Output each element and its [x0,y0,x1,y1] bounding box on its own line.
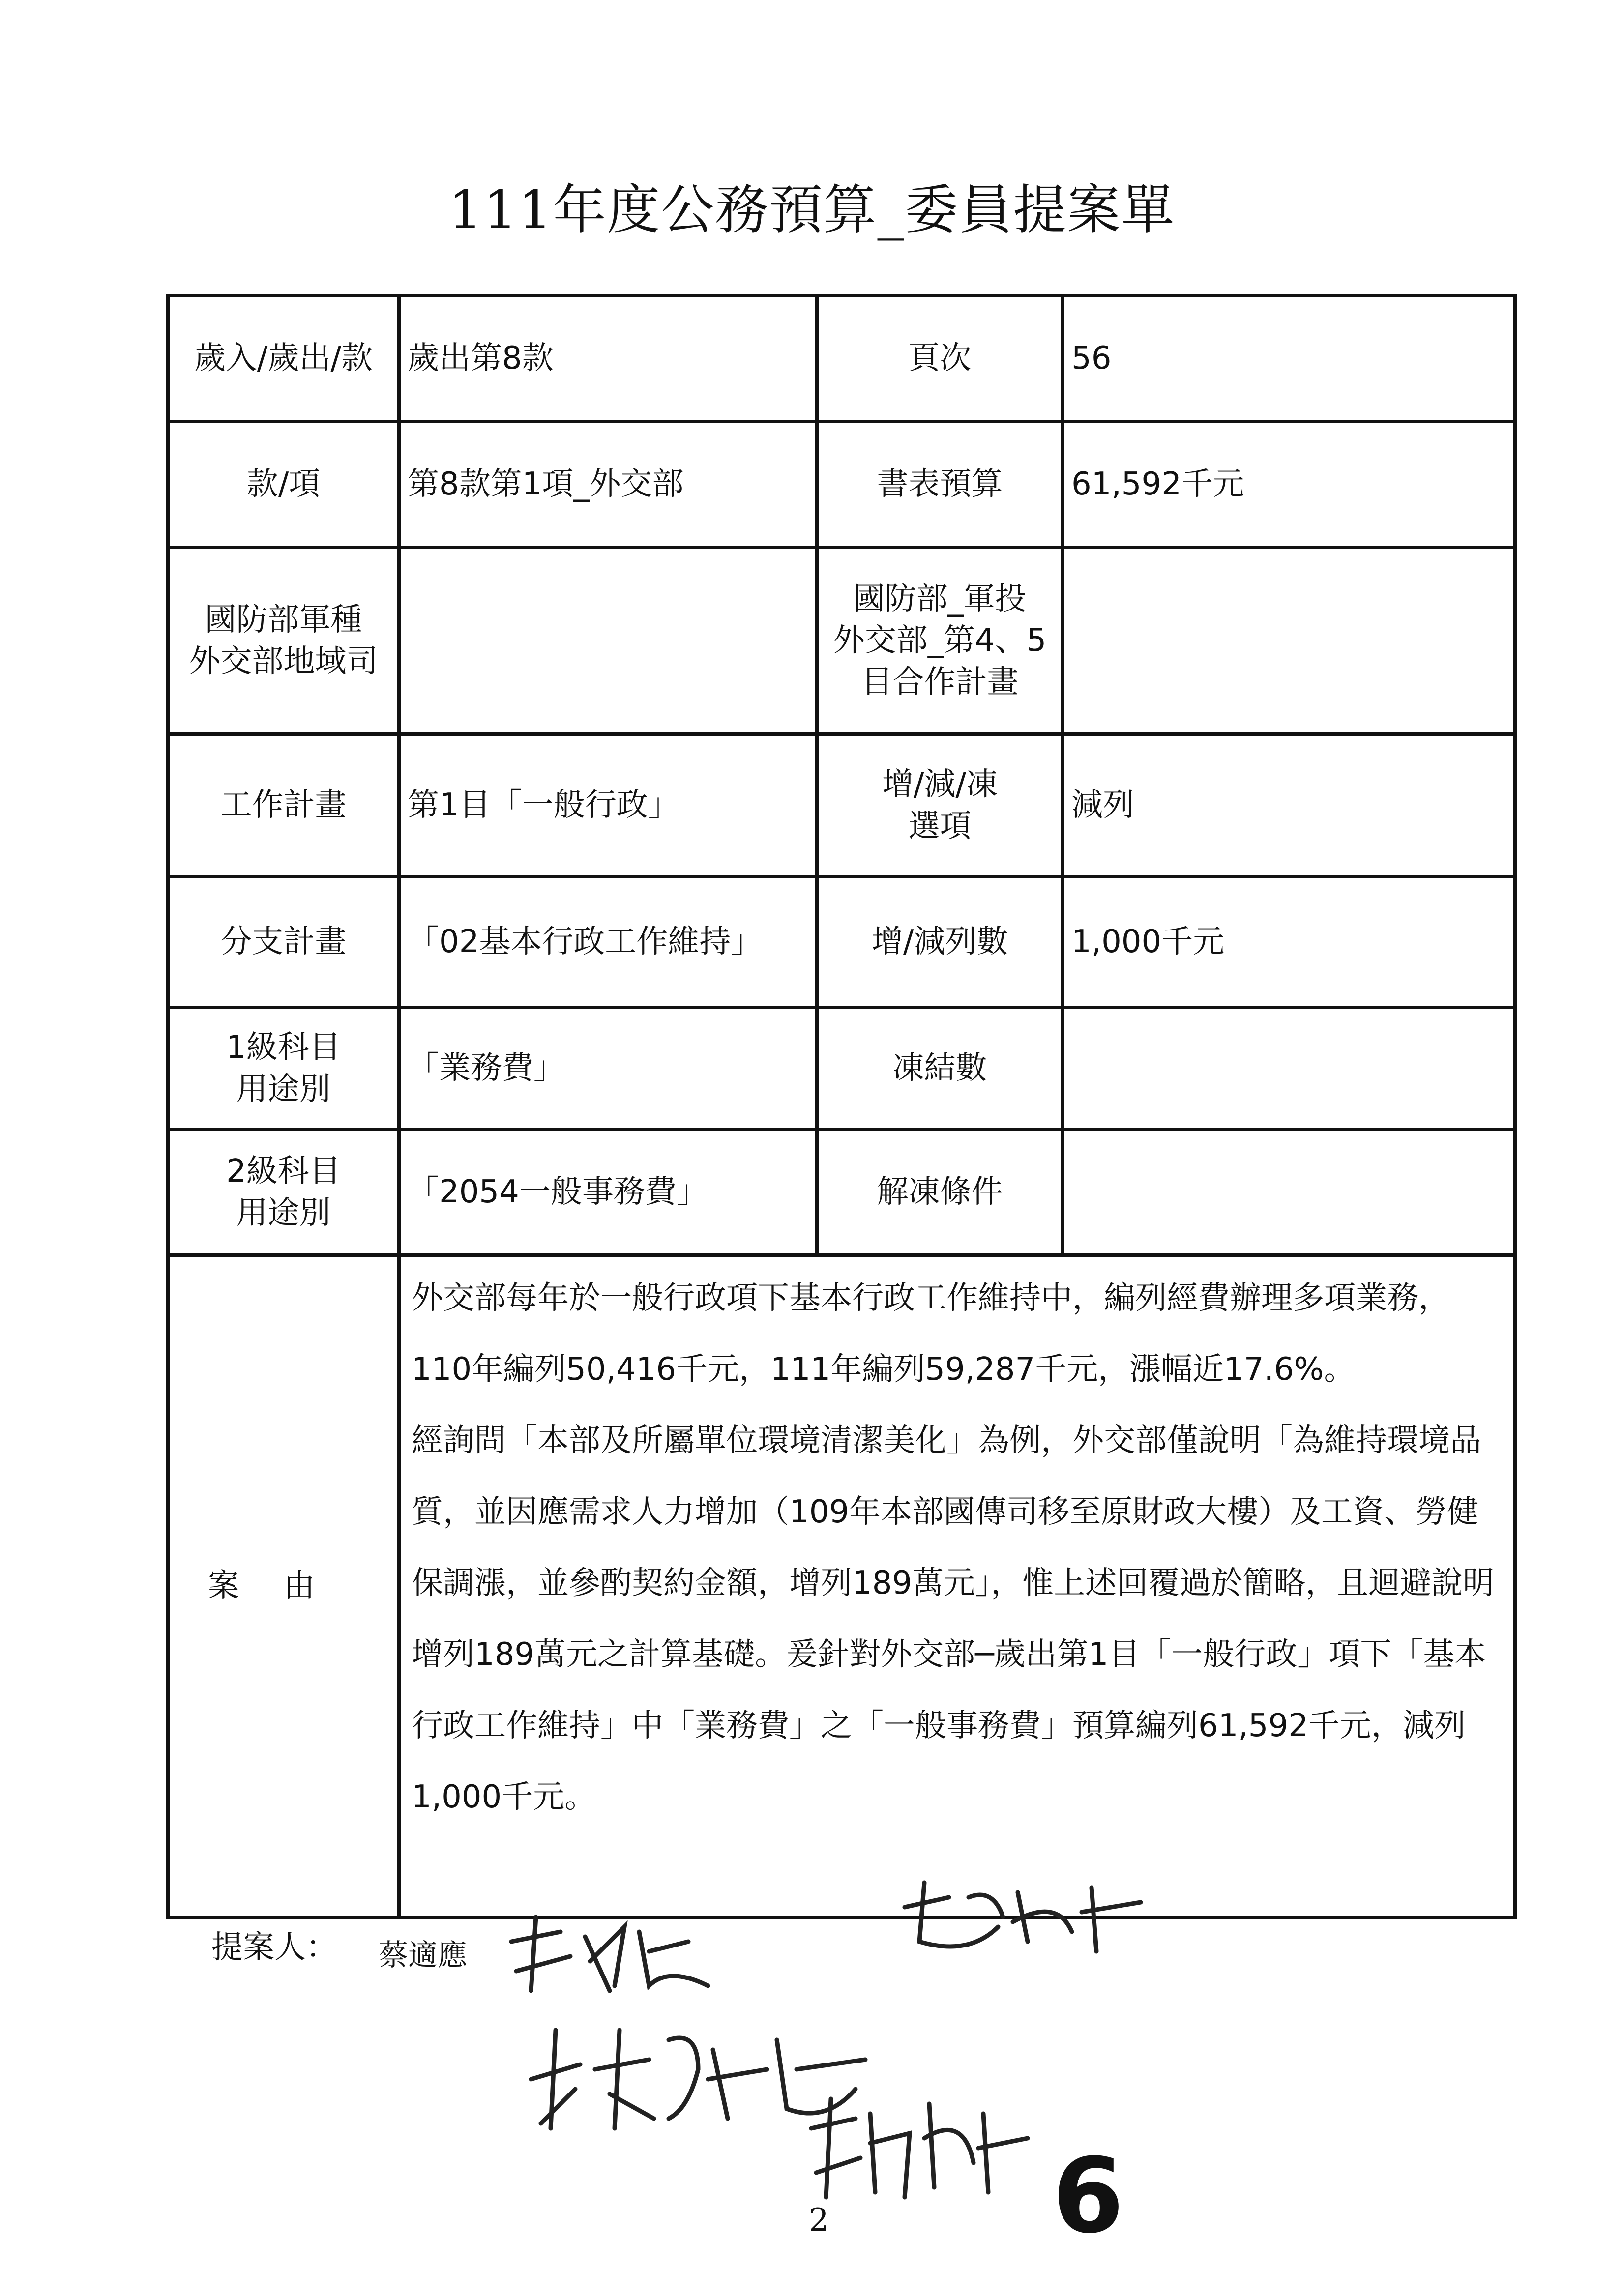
table-row [168,548,1515,734]
field-label: 增/減列數 [817,877,1063,1008]
field-value [1063,548,1515,734]
signature-1 [502,1907,728,2005]
field-value: 「2054一般事務費」 [399,1130,817,1255]
field-value: 1,000千元 [1063,877,1515,1008]
field-label: 1級科目 用途別 [168,1008,399,1130]
field-label: 凍結數 [817,1008,1063,1130]
field-label: 分支計畫 [168,877,399,1008]
field-label: 工作計畫 [168,734,399,877]
field-label: 頁次 [817,296,1063,422]
field-label: 2級科目 用途別 [168,1130,399,1255]
field-value: 「02基本行政工作維持」 [399,877,817,1008]
table-row [168,1008,1515,1130]
table-row [168,1130,1515,1255]
table-row [168,877,1515,1008]
handwritten-number: 6 [1052,2136,1124,2256]
table-row-reason [168,1255,1515,1918]
field-label: 解凍條件 [817,1130,1063,1255]
field-value: 61,592千元 [1063,422,1515,548]
field-value: 56 [1063,296,1515,422]
field-label: 國防部_軍投 外交部_第4、5 目合作計畫 [817,548,1063,734]
field-value: 歲出第8款 [399,296,817,422]
signature-2 [895,1868,1151,1966]
field-label: 國防部軍種 外交部地域司 [168,548,399,734]
field-label: 增/減/凍 選項 [817,734,1063,877]
field-value [1063,1008,1515,1130]
field-value: 「業務費」 [399,1008,817,1130]
field-value: 減列 [1063,734,1515,877]
signature-4 [801,2084,1037,2212]
field-value [399,548,817,734]
field-value: 第8款第1項_外交部 [399,422,817,548]
field-value: 第1目「一般行政」 [399,734,817,877]
field-label: 書表預算 [817,422,1063,548]
proposal-form-table [166,294,1517,1919]
field-label: 歲入/歲出/款 [168,296,399,422]
table-row [168,422,1515,548]
page-number: 2 [809,2202,829,2238]
field-value [1063,1130,1515,1255]
reason-label: 案由 [168,1255,399,1918]
reason-cell [399,1255,1515,1918]
reason-text: 外交部每年於一般行政項下基本行政工作維持中，編列經費辦理多項業務，110年編列50,416千元，111年編列59,287千元，漲幅近17.6%。 經詢問「本部及所屬單位環境清潔美化」為例，外交部僅說明「為維持環境品質，並因應需求人力增加（109年本部國傳司移至原財政大樓）及工資、勞健保調漲，並參酌契約金額，增列189萬元」，惟上述回覆過於簡略，且迴避說明增列189萬元之計算基礎。爰針對外交部─歲出第1目「一般行政」項下「基本行政工作維持」中「業務費」之「一般事務費」預算編列61,592千元，減列1,000千元。 [412,1280,1495,1815]
page-title: 111年度公務預算_委員提案單 [448,179,1176,241]
table-row [168,734,1515,877]
proposer-name: 蔡適應 [379,1938,467,1973]
field-label: 款/項 [168,422,399,548]
proposer-label: 提案人： [211,1929,337,1966]
table-row [168,296,1515,422]
